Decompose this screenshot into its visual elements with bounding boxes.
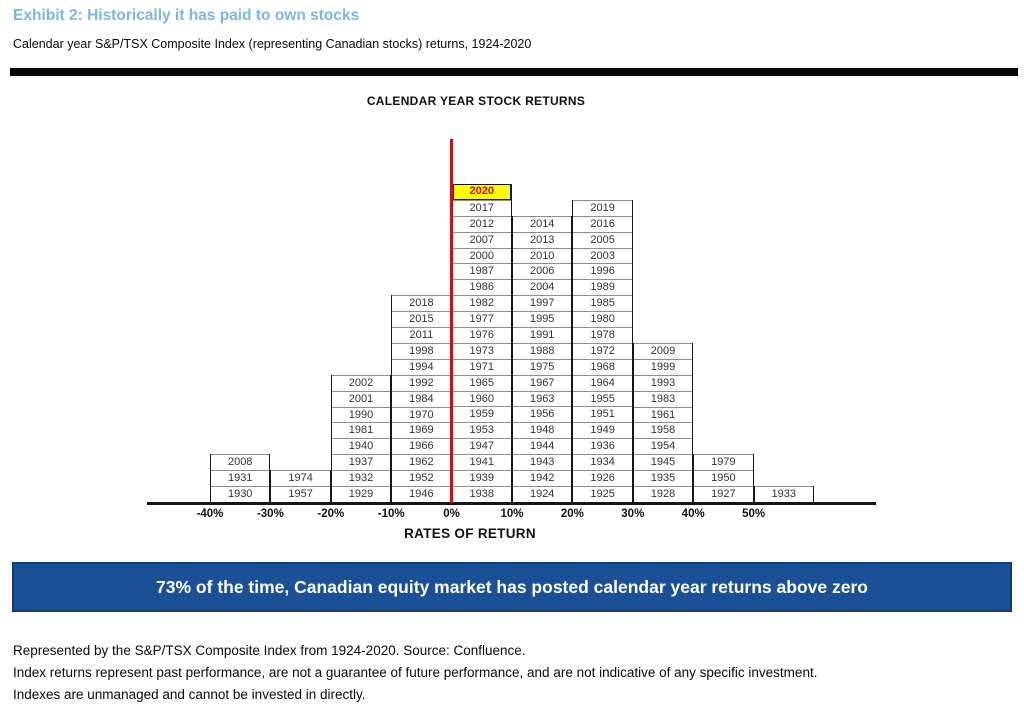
year-cell: 1964 (573, 375, 631, 391)
year-cell: 2017 (453, 200, 511, 216)
year-cell: 1997 (513, 295, 571, 311)
year-cell: 1957 (271, 486, 329, 502)
key-stat-banner (12, 562, 1012, 612)
chart-title: CALENDAR YEAR STOCK RETURNS (366, 94, 586, 108)
year-cell: 1996 (573, 263, 631, 279)
footnote-line-2: Index returns represent past performance, are not a guarantee of future performance, and are not indicative of any specific investment. (13, 665, 818, 680)
year-cell: 2001 (332, 391, 390, 407)
histogram-column (270, 470, 330, 502)
year-cell: 1945 (634, 454, 692, 470)
x-axis-tick-label: 30% (621, 508, 645, 520)
year-cell: 2019 (573, 200, 631, 216)
year-cell: 1971 (453, 359, 511, 375)
year-cell: 1934 (573, 454, 631, 470)
histogram-column (754, 486, 814, 502)
year-cell: 1928 (634, 486, 692, 502)
year-cell: 1925 (573, 486, 631, 502)
year-cell: 1949 (573, 422, 631, 438)
year-cell: 1958 (634, 422, 692, 438)
year-cell: 1926 (573, 470, 631, 486)
banner-text: 73% of the time, Canadian equity market has posted calendar year returns above zero (156, 576, 868, 597)
footnote-line-3: Indexes are unmanaged and cannot be invested in directly. (13, 687, 366, 702)
year-cell: 1980 (573, 311, 631, 327)
year-cell: 1985 (573, 295, 631, 311)
year-cell: 1969 (392, 422, 450, 438)
year-cell: 1991 (513, 327, 571, 343)
year-cell: 2011 (392, 327, 450, 343)
x-axis-tick-label: -10% (377, 508, 405, 520)
year-cell: 1994 (392, 359, 450, 375)
histogram-column (452, 184, 512, 502)
x-axis-tick-label: 40% (681, 508, 705, 520)
year-cell: 2002 (332, 375, 390, 391)
year-cell: 1936 (573, 438, 631, 454)
year-cell: 1953 (453, 422, 511, 438)
histogram-column (633, 343, 693, 502)
year-cell: 1976 (453, 327, 511, 343)
year-cell: 2013 (513, 232, 571, 248)
x-axis-tick-label: -30% (256, 508, 284, 520)
year-cell: 1999 (634, 359, 692, 375)
year-cell: 1929 (332, 486, 390, 502)
year-cell: 1974 (271, 470, 329, 486)
zero-return-line (450, 139, 453, 503)
year-cell: 1972 (573, 343, 631, 359)
year-cell: 2014 (513, 216, 571, 232)
year-cell: 1956 (513, 406, 571, 422)
year-cell: 1961 (634, 407, 692, 423)
year-cell: 1938 (453, 486, 511, 502)
x-axis-tick-label: 50% (742, 508, 766, 520)
year-cell: 1939 (453, 470, 511, 486)
year-cell: 2012 (453, 216, 511, 232)
year-cell: 1950 (694, 470, 752, 486)
year-cell: 1998 (392, 343, 450, 359)
year-cell: 1993 (634, 375, 692, 391)
year-cell: 2006 (513, 263, 571, 279)
year-cell: 2008 (211, 454, 269, 470)
year-cell: 2003 (573, 248, 631, 264)
histogram-column (210, 454, 270, 502)
year-cell: 1975 (513, 359, 571, 375)
footnotes (13, 640, 817, 706)
x-axis-tick-label: 0% (443, 508, 460, 520)
histogram-column (572, 200, 632, 502)
histogram-column (693, 454, 753, 502)
year-cell: 1960 (453, 391, 511, 407)
x-axis-title: RATES OF RETURN (404, 526, 536, 541)
year-cell: 1935 (634, 470, 692, 486)
year-cell: 2016 (573, 216, 631, 232)
year-cell: 1937 (332, 454, 390, 470)
year-cell: 1959 (453, 406, 511, 422)
year-cell: 1942 (513, 470, 571, 486)
year-cell: 1982 (453, 295, 511, 311)
x-axis-tick-label: 20% (560, 508, 584, 520)
year-cell: 1954 (634, 438, 692, 454)
divider-bar (10, 68, 1018, 76)
year-cell: 2005 (573, 232, 631, 248)
year-cell: 1947 (453, 438, 511, 454)
year-cell: 1967 (513, 375, 571, 391)
year-cell: 1981 (332, 422, 390, 438)
year-cell: 2010 (513, 248, 571, 264)
year-cell: 1968 (573, 359, 631, 375)
year-cell: 1995 (513, 311, 571, 327)
x-axis-line (147, 502, 876, 505)
year-cell: 1987 (453, 263, 511, 279)
year-cell: 1977 (453, 311, 511, 327)
year-cell: 1931 (211, 470, 269, 486)
x-axis-tick-label: -40% (196, 508, 224, 520)
year-cell: 1940 (332, 438, 390, 454)
year-cell: 1951 (573, 406, 631, 422)
year-cell-highlighted: 2020 (453, 184, 511, 200)
year-cell: 1962 (392, 454, 450, 470)
x-axis-tick-label: -20% (317, 508, 345, 520)
year-cell: 1932 (332, 470, 390, 486)
year-cell: 1973 (453, 343, 511, 359)
year-cell: 1978 (573, 327, 631, 343)
year-cell: 1988 (513, 343, 571, 359)
year-cell: 1970 (392, 407, 450, 423)
year-cell: 1941 (453, 454, 511, 470)
subtitle: Calendar year S&P/TSX Composite Index (representing Canadian stocks) returns, 1924-2020 (13, 37, 532, 51)
year-cell: 1979 (694, 454, 752, 470)
year-cell: 1989 (573, 279, 631, 295)
year-cell: 2007 (453, 232, 511, 248)
year-cell: 1963 (513, 391, 571, 407)
year-cell: 1992 (392, 375, 450, 391)
year-cell: 1955 (573, 391, 631, 407)
year-cell: 2018 (392, 295, 450, 311)
year-cell: 2000 (453, 248, 511, 264)
year-cell: 1927 (694, 486, 752, 502)
year-cell: 1946 (392, 486, 450, 502)
year-cell: 1930 (211, 486, 269, 502)
year-cell: 1948 (513, 422, 571, 438)
year-cell: 1965 (453, 375, 511, 391)
year-cell: 1966 (392, 438, 450, 454)
year-cell: 2004 (513, 279, 571, 295)
year-cell: 2015 (392, 311, 450, 327)
year-cell: 1933 (755, 486, 813, 502)
year-cell: 1990 (332, 407, 390, 423)
histogram-column (331, 375, 391, 502)
year-cell: 1984 (392, 391, 450, 407)
histogram-column (512, 216, 572, 502)
x-axis-tick-label: 10% (500, 508, 524, 520)
year-cell: 1952 (392, 470, 450, 486)
year-cell: 1944 (513, 438, 571, 454)
year-cell: 2009 (634, 343, 692, 359)
year-cell: 1983 (634, 391, 692, 407)
footnote-line-1: Represented by the S&P/TSX Composite Index from 1924-2020. Source: Confluence. (13, 643, 526, 658)
year-cell: 1924 (513, 486, 571, 502)
histogram-column (391, 295, 451, 502)
year-cell: 1986 (453, 279, 511, 295)
exhibit-title: Exhibit 2: Historically it has paid to own stocks (13, 7, 360, 24)
year-cell: 1943 (513, 454, 571, 470)
